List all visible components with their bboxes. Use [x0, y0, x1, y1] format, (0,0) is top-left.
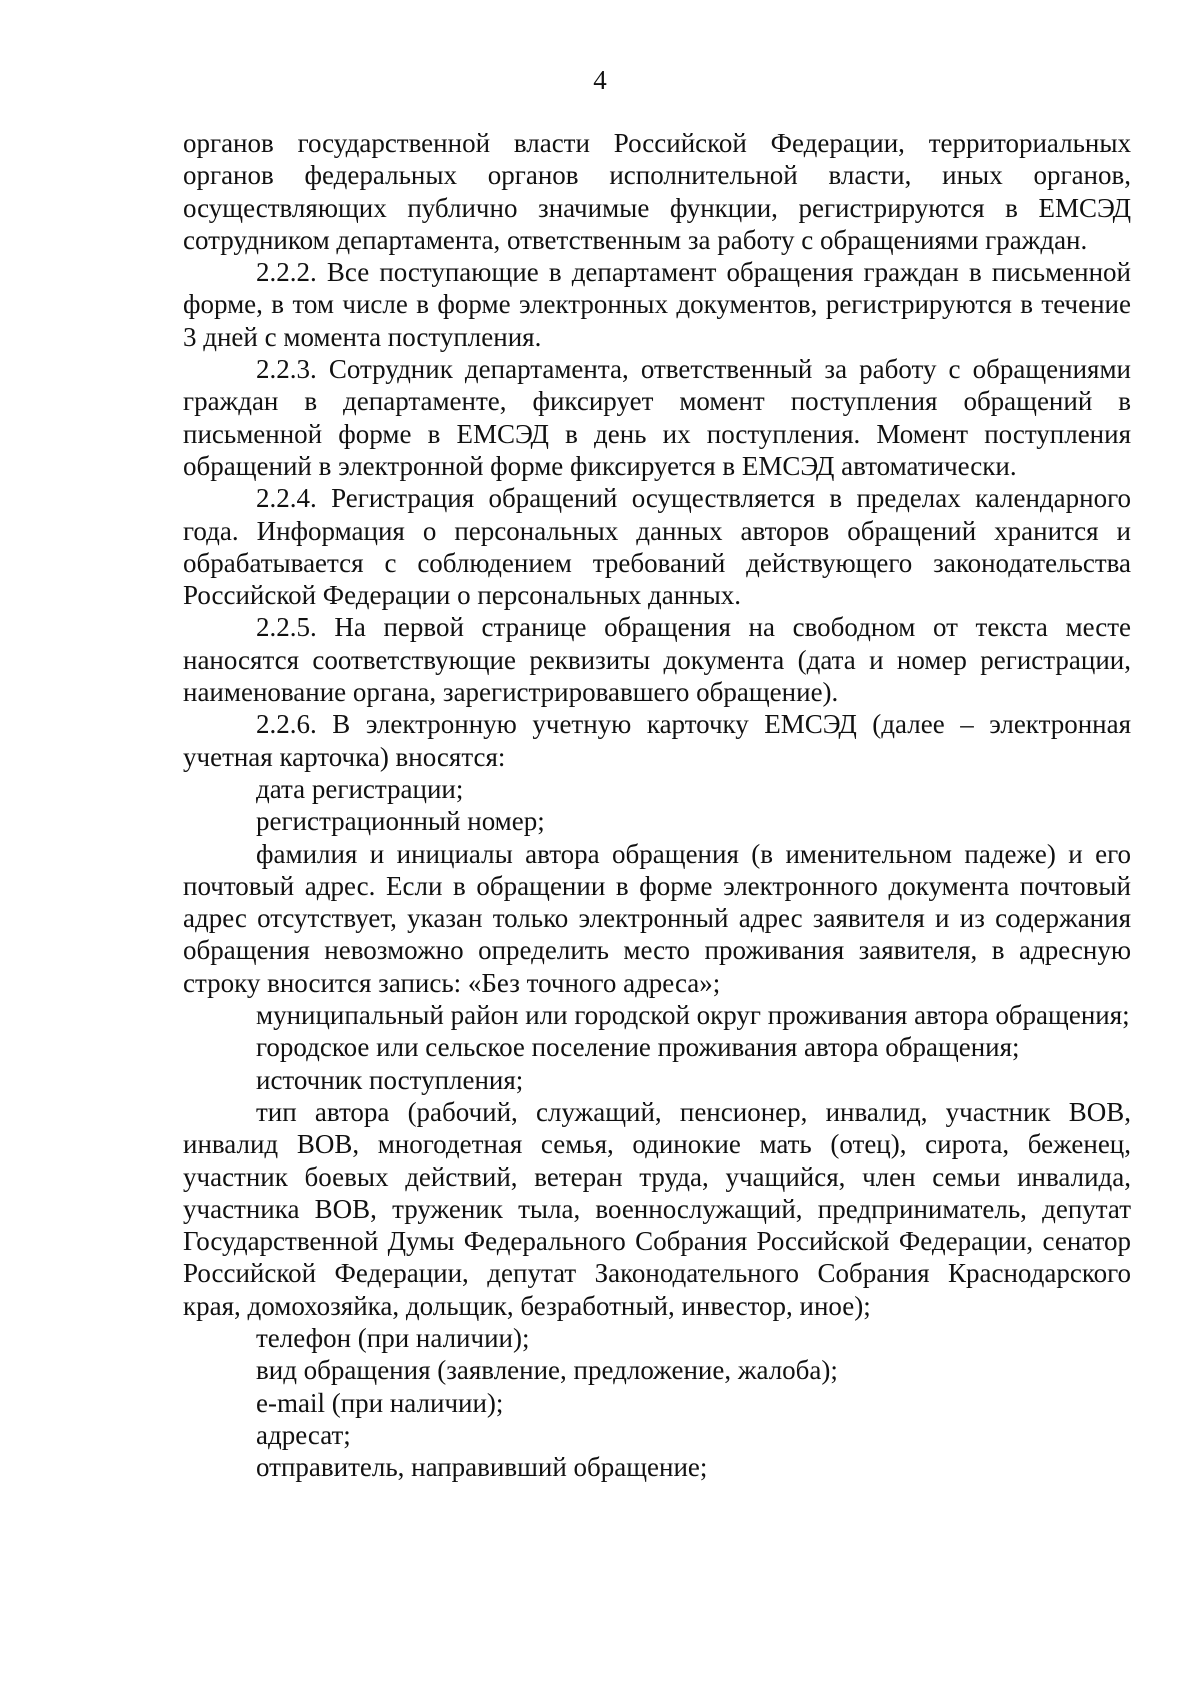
- list-item-email: e-mail (при наличии);: [256, 1387, 504, 1418]
- list-item-author-name-address: фамилия и инициалы автора обращения (в именительном падеже) и его почтовый адрес. Если в обращении в форме электронного документа почтовый адрес отсутствует, указан только электронный адрес заявителя и из содержания обращения невозможно определить место проживания заявителя, в адресную строку вносится запись: «Без точного адреса»;: [183, 838, 1131, 998]
- paragraph-2-2-4: 2.2.4. Регистрация обращений осуществляется в пределах календарного года. Информация о персональных данных авторов обращений хранится и обрабатывается с соблюдением требований действующего законодательства Российской Федерации о персональных данных.: [183, 483, 1131, 611]
- list-item-municipal-district: муниципальный район или городской округ проживания автора обращения;: [256, 1000, 1130, 1031]
- list-item-appeal-kind: вид обращения (заявление, предложение, жалоба);: [256, 1355, 838, 1386]
- list-item-source: источник поступления;: [256, 1064, 524, 1095]
- list-item-author-type: тип автора (рабочий, служащий, пенсионер, инвалид, участник ВОВ, инвалид ВОВ, многодетная семья, одинокие мать (отец), сирота, беженец, участник боевых действий, ветеран труда, учащийся, член семьи инвалида, участника ВОВ, труженик тыла, военнослужащий, предприниматель, депутат Государственной Думы Федерального Собрания Российской Федерации, сенатор Российской Федерации, депутат Законодательного Собрания Краснодарского края, домохозяйка, дольщик, безработный, инвестор, иное);: [183, 1096, 1131, 1321]
- paragraph-2-2-2: 2.2.2. Все поступающие в департамент обращения граждан в письменной форме, в том числе в форме электронных документов, регистрируются в течение 3 дней с момента поступления.: [183, 257, 1131, 352]
- paragraph-2-2-6: 2.2.6. В электронную учетную карточку ЕМСЭД (далее – электронная учетная карточка) вносятся:: [183, 709, 1131, 772]
- list-item-addressee: адресат;: [256, 1419, 351, 1450]
- paragraph-2-2-5: 2.2.5. На первой странице обращения на свободном от текста месте наносятся соответствующие реквизиты документа (дата и номер регистрации, наименование органа, зарегистрировавшего обращение).: [183, 612, 1131, 708]
- list-item-sender: отправитель, направивший обращение;: [256, 1452, 708, 1483]
- list-item-phone: телефон (при наличии);: [256, 1322, 530, 1353]
- list-item-registration-number: регистрационный номер;: [256, 806, 545, 837]
- paragraph-continuation: органов государственной власти Российской Федерации, территориальных органов федеральных органов исполнительной власти, иных органов, осуществляющих публично значимые функции, регистрируются в ЕМСЭД сотрудником департамента, ответственным за работу с обращениями граждан.: [183, 128, 1131, 255]
- list-item-registration-date: дата регистрации;: [256, 773, 464, 804]
- document-body: [183, 127, 1131, 1483]
- list-item-settlement: городское или сельское поселение проживания автора обращения;: [256, 1032, 1020, 1063]
- paragraph-2-2-3: 2.2.3. Сотрудник департамента, ответственный за работу с обращениями граждан в департаменте, фиксирует момент поступления обращений в письменной форме в ЕМСЭД в день их поступления. Момент поступления обращений в электронной форме фиксируется в ЕМСЭД автоматически.: [183, 354, 1131, 481]
- page-number: 4: [593, 65, 607, 95]
